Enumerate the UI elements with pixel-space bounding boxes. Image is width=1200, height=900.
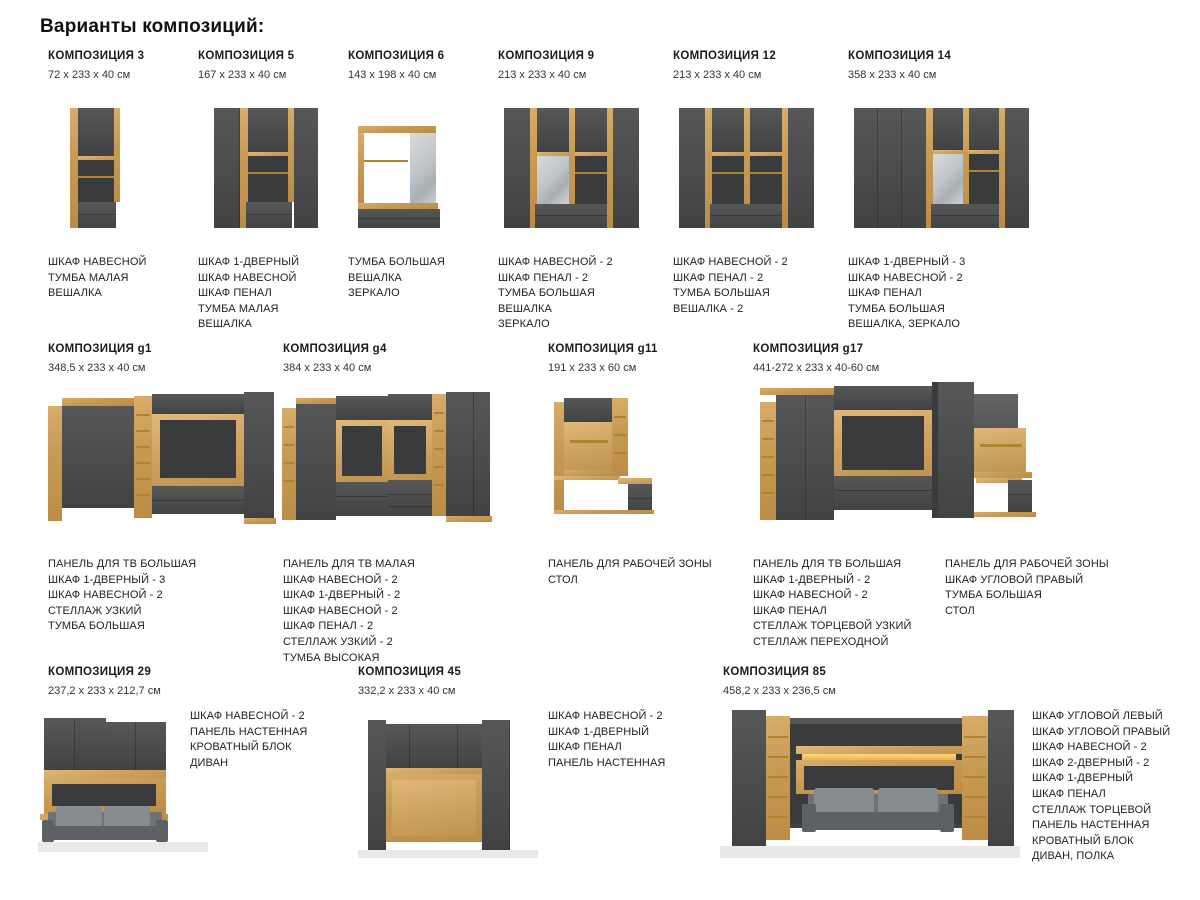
composition-dimensions: 213 х 233 х 40 см xyxy=(498,69,587,81)
composition-parts-85: ШКАФ УГЛОВОЙ ЛЕВЫЙ ШКАФ УГЛОВОЙ ПРАВЫЙ ШКАФ НАВЕСНОЙ - 2 ШКАФ 2-ДВЕРНЫЙ - 2 ШКАФ 1-ДВЕРНЫЙ ШКАФ ПЕНАЛ СТЕЛЛАЖ ТОРЦЕВОЙ ПАНЕЛЬ НАСТЕННАЯ КРОВАТНЫЙ БЛОК ДИВАН, ПОЛКА xyxy=(1032,710,1171,863)
composition-parts-5: ШКАФ 1-ДВЕРНЫЙ ШКАФ НАВЕСНОЙ ШКАФ ПЕНАЛ ТУМБА МАЛАЯ ВЕШАЛКА xyxy=(198,256,300,331)
composition-dimensions: 191 х 233 х 60 см xyxy=(548,362,637,374)
composition-title: КОМПОЗИЦИЯ 9 xyxy=(498,50,595,62)
composition-title: КОМПОЗИЦИЯ 12 xyxy=(673,50,777,62)
composition-card-g11 xyxy=(548,343,728,374)
composition-card-g17 xyxy=(753,343,1013,374)
composition-title: КОМПОЗИЦИЯ g4 xyxy=(283,343,387,355)
composition-dimensions: 167 х 233 х 40 см xyxy=(198,69,287,81)
composition-figure-45 xyxy=(358,700,548,860)
composition-parts-3: ШКАФ НАВЕСНОЙ ТУМБА МАЛАЯ ВЕШАЛКА xyxy=(48,256,147,300)
composition-parts-45: ШКАФ НАВЕСНОЙ - 2 ШКАФ 1-ДВЕРНЫЙ ШКАФ ПЕНАЛ ПАНЕЛЬ НАСТЕННАЯ xyxy=(548,710,666,769)
composition-figure-g11 xyxy=(540,378,720,538)
composition-figure-9 xyxy=(498,100,658,230)
composition-figure-6 xyxy=(348,100,498,230)
composition-dimensions: 358 х 233 х 40 см xyxy=(848,69,937,81)
composition-card-5 xyxy=(198,50,348,81)
composition-figure-85 xyxy=(710,700,1030,872)
composition-card-3 xyxy=(48,50,188,81)
composition-parts-12: ШКАФ НАВЕСНОЙ - 2 ШКАФ ПЕНАЛ - 2 ТУМБА БОЛЬШАЯ ВЕШАЛКА - 2 xyxy=(673,256,788,315)
composition-parts-14: ШКАФ 1-ДВЕРНЫЙ - 3 ШКАФ НАВЕСНОЙ - 2 ШКАФ ПЕНАЛ ТУМБА БОЛЬШАЯ ВЕШАЛКА, ЗЕРКАЛО xyxy=(848,256,966,331)
composition-figure-g17 xyxy=(740,372,1070,540)
composition-title: КОМПОЗИЦИЯ 29 xyxy=(48,666,152,678)
composition-dimensions: 72 х 233 х 40 см xyxy=(48,69,131,81)
composition-title: КОМПОЗИЦИЯ 14 xyxy=(848,50,952,62)
composition-title: КОМПОЗИЦИЯ g17 xyxy=(753,343,864,355)
composition-dimensions: 143 х 198 х 40 см xyxy=(348,69,437,81)
composition-dimensions: 332,2 х 233 х 40 см xyxy=(358,685,456,697)
composition-card-29 xyxy=(48,666,238,697)
composition-dimensions: 441-272 х 233 х 40-60 см xyxy=(753,362,880,374)
composition-parts-g11: ПАНЕЛЬ ДЛЯ РАБОЧЕЙ ЗОНЫ СТОЛ xyxy=(548,558,712,586)
composition-card-g1 xyxy=(48,343,268,374)
composition-card-9 xyxy=(498,50,658,81)
composition-figure-3 xyxy=(48,100,188,230)
composition-title: КОМПОЗИЦИЯ 45 xyxy=(358,666,462,678)
composition-parts-9: ШКАФ НАВЕСНОЙ - 2 ШКАФ ПЕНАЛ - 2 ТУМБА БОЛЬШАЯ ВЕШАЛКА ЗЕРКАЛО xyxy=(498,256,613,331)
composition-title: КОМПОЗИЦИЯ g1 xyxy=(48,343,152,355)
composition-dimensions: 213 х 233 х 40 см xyxy=(673,69,762,81)
composition-title: КОМПОЗИЦИЯ g11 xyxy=(548,343,658,355)
composition-title: КОМПОЗИЦИЯ 5 xyxy=(198,50,295,62)
page-title: Варианты композиций: xyxy=(40,16,265,37)
composition-card-g4 xyxy=(283,343,513,374)
composition-title: КОМПОЗИЦИЯ 85 xyxy=(723,666,827,678)
composition-figure-5 xyxy=(198,100,348,230)
composition-parts-g4: ПАНЕЛЬ ДЛЯ ТВ МАЛАЯ ШКАФ НАВЕСНОЙ - 2 ШКАФ 1-ДВЕРНЫЙ - 2 ШКАФ НАВЕСНОЙ - 2 ШКАФ ПЕНАЛ - 2 СТЕЛЛАЖ УЗКИЙ - 2 ТУМБА ВЫСОКАЯ xyxy=(283,558,415,664)
composition-card-12 xyxy=(673,50,833,81)
composition-parts-g17-left: ПАНЕЛЬ ДЛЯ ТВ БОЛЬШАЯ ШКАФ 1-ДВЕРНЫЙ - 2 ШКАФ НАВЕСНОЙ - 2 ШКАФ ПЕНАЛ СТЕЛЛАЖ ТОРЦЕВОЙ УЗКИЙ СТЕЛЛАЖ ПЕРЕХОДНОЙ xyxy=(753,558,912,649)
composition-card-45 xyxy=(358,666,548,697)
composition-figure-14 xyxy=(848,100,1048,230)
composition-figure-12 xyxy=(673,100,833,230)
composition-parts-g1: ПАНЕЛЬ ДЛЯ ТВ БОЛЬШАЯ ШКАФ 1-ДВЕРНЫЙ - 3 ШКАФ НАВЕСНОЙ - 2 СТЕЛЛАЖ УЗКИЙ ТУМБА БОЛЬШАЯ xyxy=(48,558,197,633)
composition-dimensions: 348,5 х 233 х 40 см xyxy=(48,362,146,374)
composition-title: КОМПОЗИЦИЯ 6 xyxy=(348,50,445,62)
composition-figure-g4 xyxy=(278,378,518,538)
composition-card-85 xyxy=(723,666,943,697)
composition-dimensions: 237,2 х 233 х 212,7 см xyxy=(48,685,161,697)
composition-parts-29: ШКАФ НАВЕСНОЙ - 2 ПАНЕЛЬ НАСТЕННАЯ КРОВАТНЫЙ БЛОК ДИВАН xyxy=(190,710,308,769)
composition-parts-6: ТУМБА БОЛЬШАЯ ВЕШАЛКА ЗЕРКАЛО xyxy=(348,256,445,300)
composition-card-14 xyxy=(848,50,1048,81)
composition-dimensions: 384 х 233 х 40 см xyxy=(283,362,372,374)
composition-card-6 xyxy=(348,50,498,81)
composition-parts-g17-right: ПАНЕЛЬ ДЛЯ РАБОЧЕЙ ЗОНЫ ШКАФ УГЛОВОЙ ПРАВЫЙ ТУМБА БОЛЬШАЯ СТОЛ xyxy=(945,558,1109,617)
composition-title: КОМПОЗИЦИЯ 3 xyxy=(48,50,145,62)
composition-dimensions: 458,2 х 233 х 236,5 см xyxy=(723,685,836,697)
composition-figure-g1 xyxy=(42,378,282,538)
